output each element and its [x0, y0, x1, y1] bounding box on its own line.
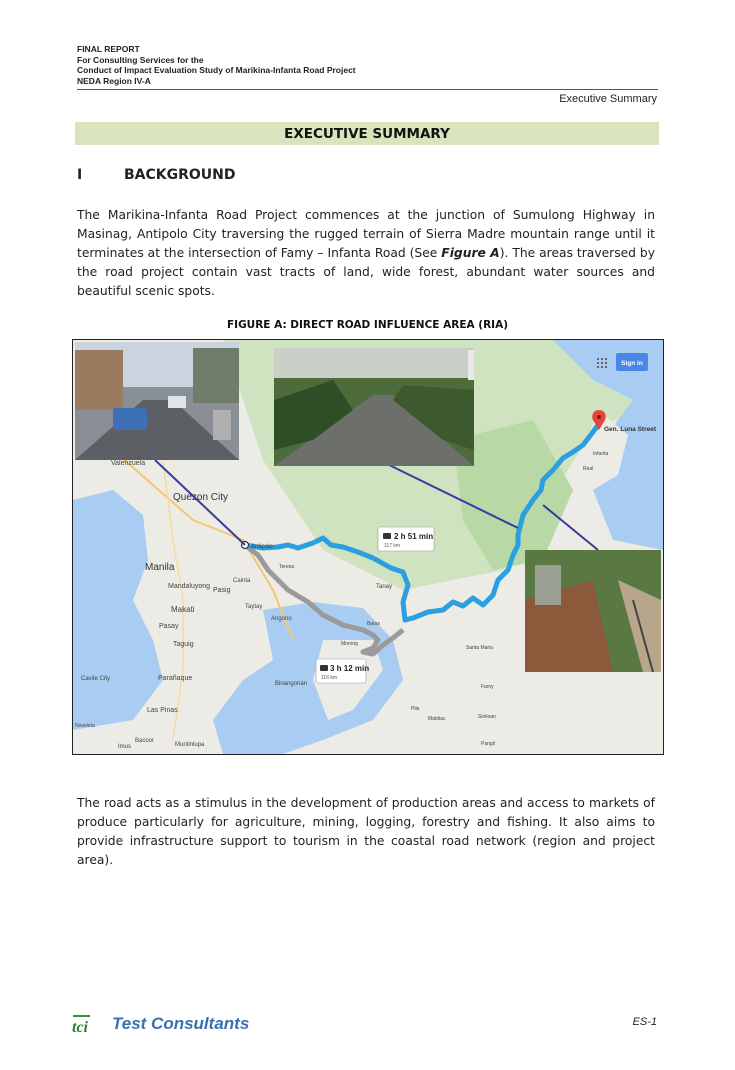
route-time-box[interactable] — [316, 659, 369, 683]
place-label: Famy — [481, 684, 494, 690]
place-label: Pangil — [481, 741, 495, 747]
place-label: Santa Maria — [466, 645, 493, 651]
place-label: Mabitac — [428, 716, 446, 722]
figure-reference: Figure A — [441, 246, 500, 260]
sign-in-button[interactable] — [616, 353, 648, 371]
place-label: Antipolo — [251, 544, 273, 550]
place-label: Bacoor — [135, 738, 155, 744]
section-title: BACKGROUND — [124, 167, 236, 183]
destination-label: Gen. Luna Street — [604, 426, 657, 433]
place-label: Pasig — [213, 587, 231, 594]
place-label: Las Pinas — [147, 707, 178, 714]
place-label: Taytay — [245, 604, 263, 610]
header-line: For Consulting Services for the — [77, 54, 204, 65]
route-time-box[interactable] — [378, 527, 434, 551]
place-label: Mandaluyong — [168, 583, 211, 590]
photo-forest-road — [274, 348, 474, 466]
sign-in-label: Sign in — [621, 360, 643, 367]
place-label: Real — [583, 466, 594, 472]
place-label: Valenzuela — [111, 460, 146, 467]
report-header — [77, 44, 356, 86]
place-label: Baras — [367, 621, 381, 627]
section-number: I — [77, 167, 83, 183]
company-logo — [70, 1012, 249, 1036]
paragraph-text: ). The areas traversed by the road project contain vast tracts of land, wide forest, abundant water sources and beautiful scenic spots. — [77, 246, 656, 298]
header-line: Conduct of Impact Evaluation Study of Marikina-Infanta Road Project — [77, 65, 356, 75]
photo-landslide-site — [525, 550, 661, 672]
logo-mark: tci — [72, 1019, 88, 1036]
place-label: Quezon City — [173, 492, 229, 503]
route-map[interactable] — [72, 339, 664, 755]
place-label: Parañaque — [158, 675, 193, 682]
place-label: Siniloan — [478, 714, 496, 720]
place-label: Cainta — [233, 578, 251, 584]
stimulus-paragraph: The road acts as a stimulus in the development of production areas and access to markets of produce particularly for agriculture, mining, logging, forestry and fishing. It also aims to provide infrastructure support to tourism in the coastal road network (region and project area). — [77, 796, 655, 867]
route-distance: 117 km — [384, 543, 401, 549]
place-label: Taguig — [173, 641, 194, 648]
background-paragraph — [77, 206, 655, 301]
place-label: Imus — [118, 744, 132, 750]
route-distance: 116 km — [321, 675, 338, 681]
place-label: Cavite City — [81, 676, 111, 682]
header-line: FINAL REPORT — [77, 44, 140, 54]
page-number: ES-1 — [632, 1016, 657, 1028]
place-label: Binangonan — [275, 681, 308, 687]
route-time: 3 h 12 min — [330, 664, 370, 673]
place-label: Morong — [341, 641, 358, 647]
place-label: Tanay — [376, 584, 393, 590]
place-label: Infanta — [593, 451, 609, 457]
place-label: Pila — [411, 706, 420, 712]
place-label: Muntinlupa — [175, 742, 205, 748]
place-label: Pasay — [159, 623, 179, 630]
section-label: Executive Summary — [559, 93, 657, 105]
page-title: EXECUTIVE SUMMARY — [75, 122, 659, 145]
apps-grid-icon[interactable] — [597, 358, 607, 368]
tci-logo-icon — [70, 1012, 108, 1036]
photo-street-scene — [75, 342, 239, 460]
company-name: Test Consultants — [112, 1014, 250, 1033]
place-label: Makati — [171, 605, 195, 614]
figure-caption: FIGURE A: DIRECT ROAD INFLUENCE AREA (RIA) — [226, 319, 509, 331]
place-label: Noveleta — [75, 723, 95, 729]
place-label: Teresa — [279, 564, 295, 570]
header-line: NEDA Region IV-A — [77, 75, 151, 86]
route-time: 2 h 51 min — [394, 532, 434, 541]
place-label: Manila — [145, 562, 175, 573]
paragraph-text: The Marikina-Infanta Road Project commences at the junction of Sumulong Highway in Masinag, Antipolo City traversing the rugged terrain of Sierra Madre mountain range until it terminates at the intersection of Famy – Infanta Road (See — [77, 208, 655, 260]
header-divider — [77, 89, 658, 90]
place-label: Angono — [271, 616, 292, 622]
